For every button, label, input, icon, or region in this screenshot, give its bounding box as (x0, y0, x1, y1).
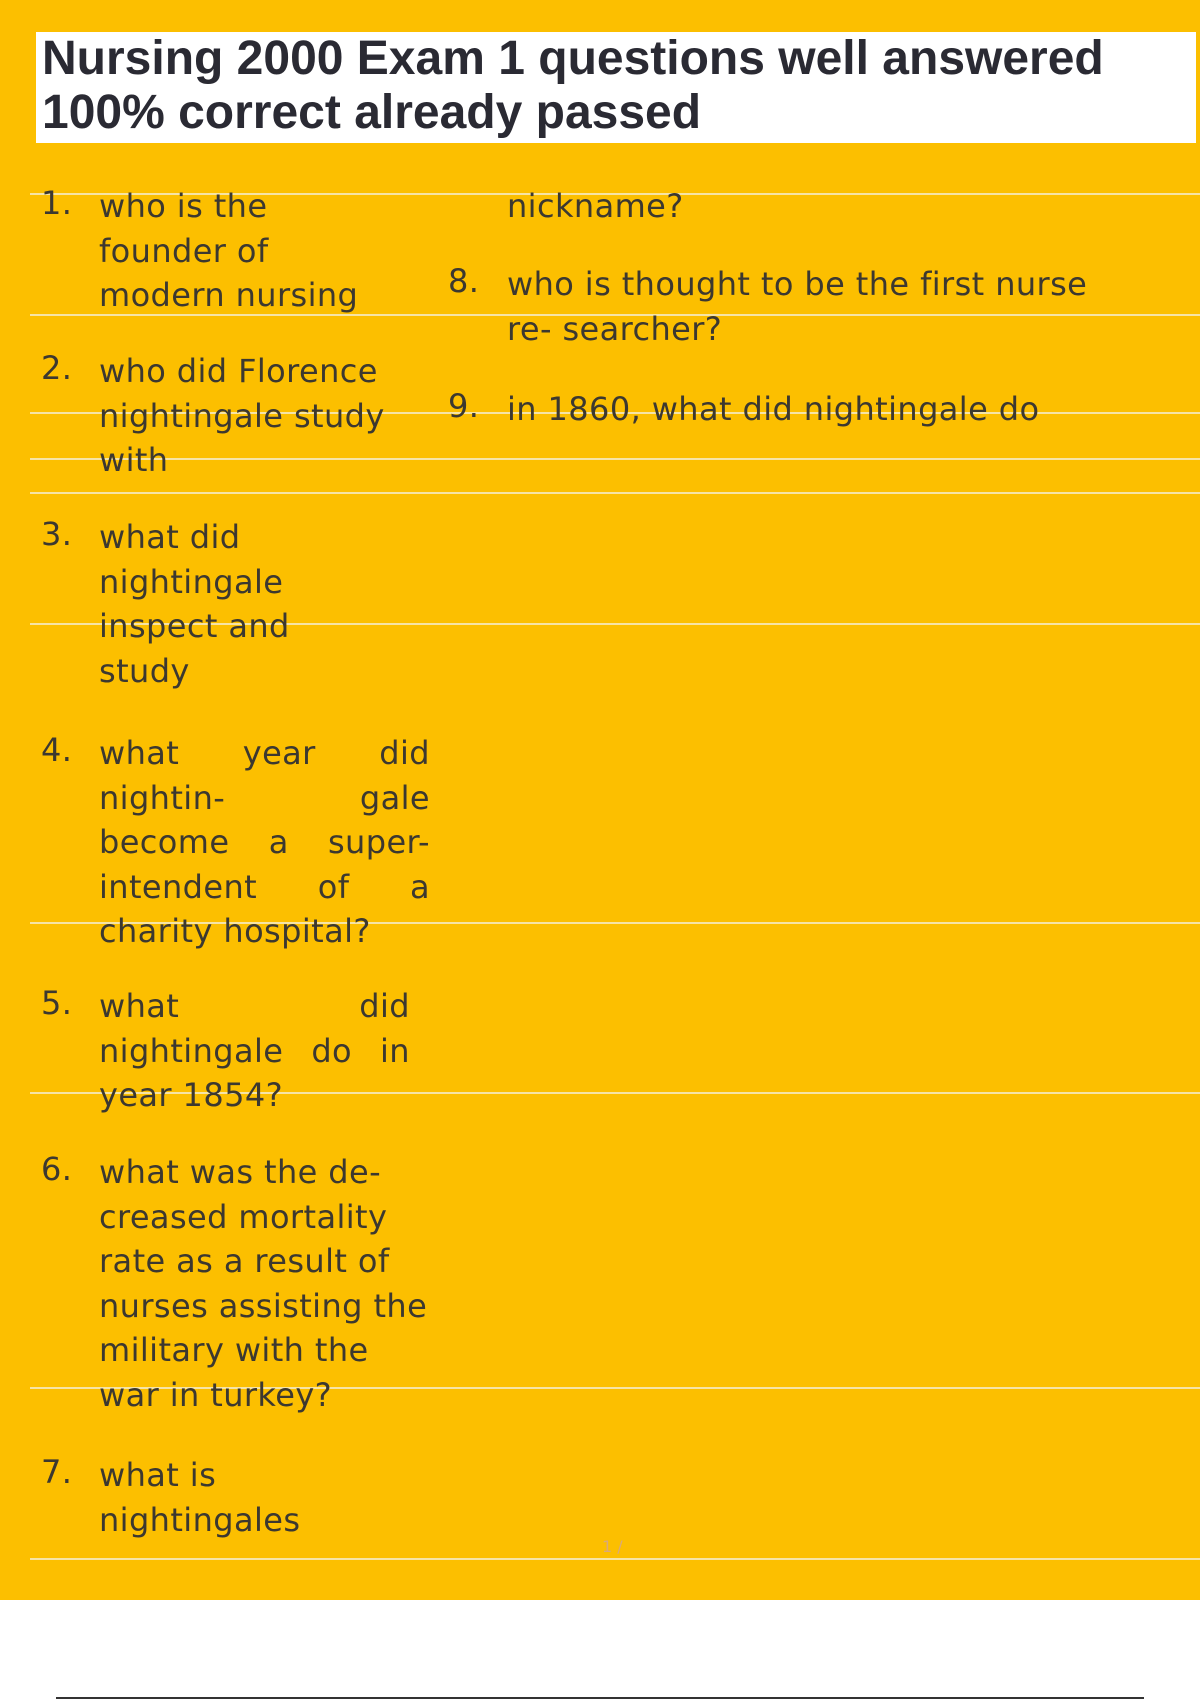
question-line: who did Florence (99, 352, 378, 390)
question-word: gale (359, 778, 430, 817)
question-line: nightingales (99, 1500, 301, 1539)
question-line: nightingale (99, 562, 284, 601)
question-word: did (359, 987, 410, 1025)
question-line: creased mortality (99, 1197, 388, 1236)
question-word: a (268, 823, 289, 861)
question-line (99, 984, 410, 1029)
question-line: nurses assisting the (99, 1286, 428, 1325)
horizontal-rule (30, 1558, 1200, 1560)
question-number: 7. (41, 1453, 73, 1491)
footer-rule (56, 1697, 1144, 1699)
question-line (99, 731, 430, 776)
question-text (99, 184, 439, 318)
question-line: rate as a result of (99, 1242, 390, 1280)
question-word: intendent (99, 867, 258, 906)
page-title-line-1: Nursing 2000 Exam 1 questions well answered (42, 32, 1104, 85)
question-text (507, 387, 1187, 432)
question-line: what is (99, 1456, 217, 1494)
question-number: 6. (41, 1150, 73, 1188)
question-word: did (379, 734, 430, 772)
question-number: 8. (448, 262, 480, 300)
question-line: modern nursing (99, 276, 359, 314)
question-line (99, 865, 430, 910)
question-line: war in turkey? (99, 1375, 333, 1414)
question-word: nightin- (99, 778, 226, 817)
question-text (99, 349, 439, 483)
question-line: in 1860, what did nightingale do (507, 390, 1040, 428)
question-line: year 1854? (99, 1076, 283, 1114)
question-line (99, 1029, 410, 1074)
question-number: 1. (41, 184, 73, 222)
question-line: what did (99, 518, 241, 556)
question-word: in (380, 1031, 410, 1070)
question-number: 2. (41, 349, 73, 387)
question-line: who is the (99, 187, 268, 225)
question-text (507, 262, 1187, 351)
question-line (99, 820, 430, 865)
question-word: year (242, 734, 316, 772)
question-line: study (99, 651, 190, 690)
question-line: military with the (99, 1331, 369, 1369)
question-line: inspect and (99, 607, 290, 645)
question-text (99, 731, 430, 954)
question-text (99, 984, 410, 1118)
question-word: nightingale (99, 1031, 284, 1070)
question-line: nickname? (507, 187, 684, 225)
page-number: 1 / (602, 1537, 623, 1556)
question-text (99, 1150, 459, 1417)
question-word: super- (327, 823, 430, 861)
question-text (99, 515, 439, 693)
question-word: a (409, 867, 430, 906)
question-line (99, 776, 430, 821)
question-line: nightingale study (99, 396, 385, 435)
question-number: 9. (448, 387, 480, 425)
question-word: what (99, 987, 180, 1025)
question-line: with (99, 441, 169, 479)
horizontal-rule (30, 492, 1200, 494)
question-line: re- searcher? (507, 309, 723, 348)
question-word: do (311, 1031, 353, 1070)
question-number: 3. (41, 515, 73, 553)
question-word: what (99, 734, 180, 772)
page-title-line-2: 100% correct already passed (42, 86, 702, 139)
question-word: of (317, 867, 350, 906)
question-word: become (99, 823, 230, 861)
question-text (99, 1453, 439, 1542)
question-line: who is thought to be the first nurse (507, 265, 1088, 303)
title-box (36, 32, 1196, 143)
question-line: founder of (99, 231, 269, 270)
question-text-continued (507, 184, 1147, 229)
question-line: what was the de- (99, 1153, 382, 1191)
question-number: 4. (41, 731, 73, 769)
question-line: charity hospital? (99, 912, 371, 950)
question-number: 5. (41, 984, 73, 1022)
